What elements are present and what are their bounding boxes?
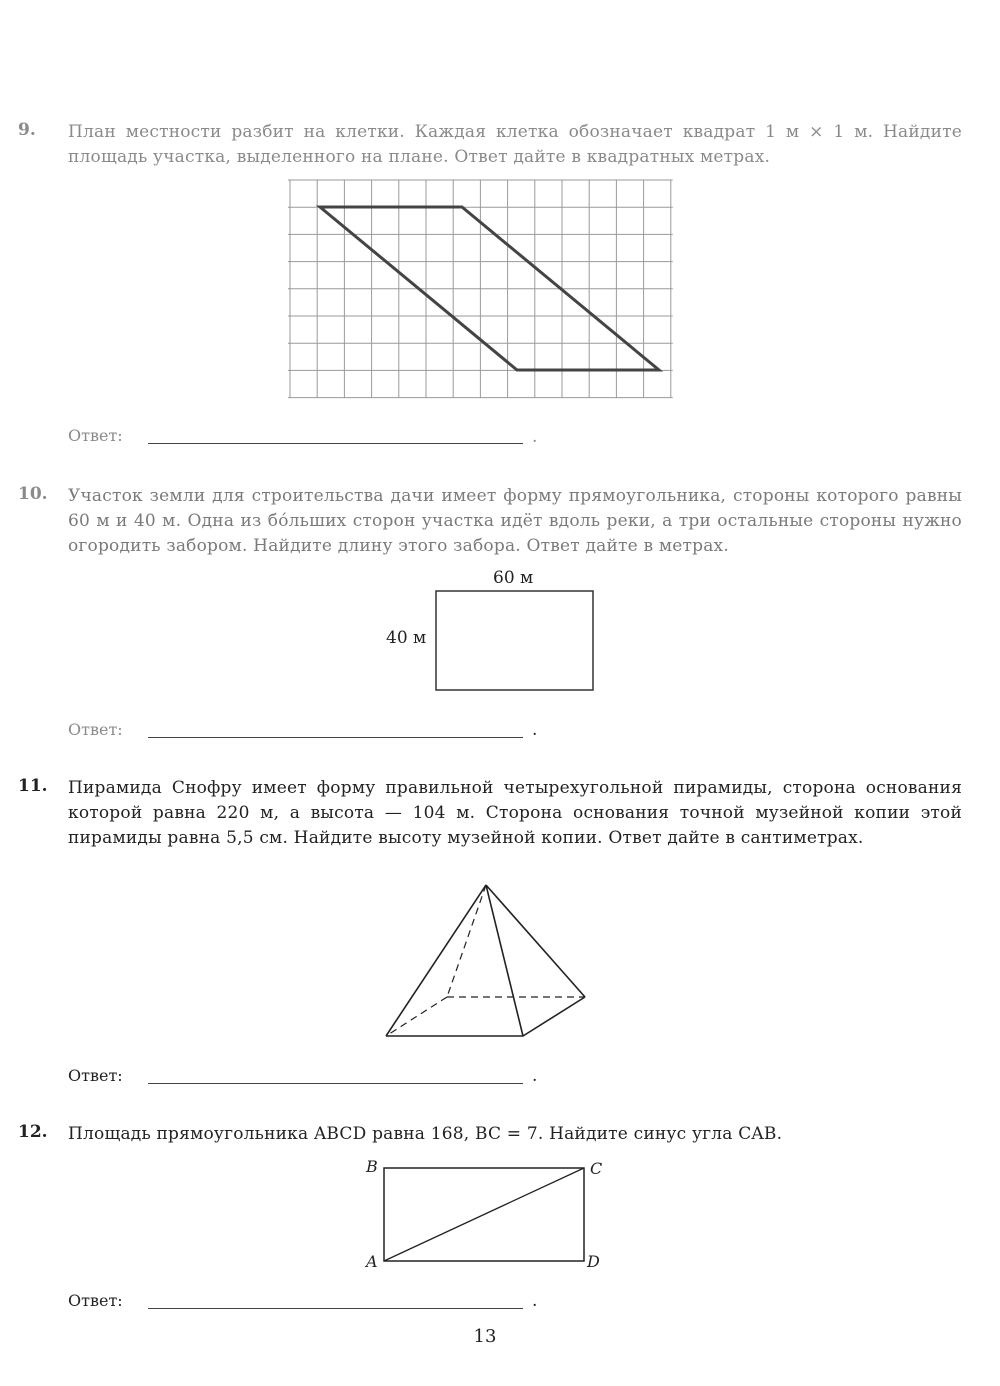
- label-c: C: [590, 1159, 603, 1178]
- rectangle-plot-figure: [380, 562, 600, 694]
- label-a: A: [366, 1252, 378, 1271]
- answer-dot: .: [532, 427, 538, 447]
- label-d: D: [587, 1252, 600, 1271]
- hidden-base-left: [386, 997, 447, 1036]
- task-number: 12.: [18, 1122, 48, 1142]
- answer-dot: .: [532, 1066, 538, 1086]
- hidden-edge-apex: [447, 885, 486, 997]
- label-b: B: [366, 1157, 378, 1176]
- answer-field[interactable]: [148, 443, 523, 444]
- edge-apex-b: [486, 885, 523, 1036]
- grid-plan-figure: [288, 180, 690, 400]
- answer-field[interactable]: [148, 737, 523, 738]
- answer-field[interactable]: [148, 1308, 523, 1309]
- answer-label: Ответ:: [68, 1066, 123, 1085]
- task-number: 11.: [18, 776, 48, 796]
- width-label: 60 м: [493, 568, 534, 588]
- answer-dot: .: [532, 720, 538, 740]
- answer-field[interactable]: [148, 1083, 523, 1084]
- task-number: 9.: [18, 120, 36, 140]
- task-text: План местности разбит на клетки. Каждая клетка обозначает квадрат 1 м × 1 м. Найдите площадь участка, выделенного на плане. Ответ дайте в квадратных метрах.: [68, 122, 962, 167]
- pyramid-figure: [380, 878, 592, 1042]
- answer-label: Ответ:: [68, 426, 123, 445]
- diagonal-ac: [384, 1168, 584, 1261]
- plot-rectangle: [436, 591, 593, 690]
- answer-label: Ответ:: [68, 720, 123, 739]
- task-text: Пирамида Снофру имеет форму правильной четырехугольной пирамиды, сторона основания которой равна 220 м, а высота — 104 м. Сторона основания точной музейной копии этой пирамиды равна 5,5 см. Найдите высоту музейной копии. Ответ дайте в сантиметрах.: [68, 778, 962, 848]
- answer-label: Ответ:: [68, 1291, 123, 1310]
- edge-apex-a: [386, 885, 486, 1036]
- answer-dot: .: [532, 1291, 538, 1311]
- page-number: 13: [473, 1326, 497, 1347]
- task-text: Участок земли для строительства дачи имеет форму прямоугольника, стороны которого равны 60 м и 40 м. Одна из бо́льших сторон участка идёт вдоль реки, а три остальные стороны нужно огородить забором. Найдите длину этого забора. Ответ дайте в метрах.: [68, 486, 962, 556]
- grid-lines: [288, 180, 673, 398]
- height-label: 40 м: [386, 628, 427, 648]
- rectangle-abcd-figure: [360, 1156, 610, 1276]
- edge-apex-c: [486, 885, 585, 997]
- task-text: Площадь прямоугольника ABCD равна 168, BC = 7. Найдите синус угла CAB.: [68, 1124, 783, 1144]
- task-number: 10.: [18, 484, 48, 504]
